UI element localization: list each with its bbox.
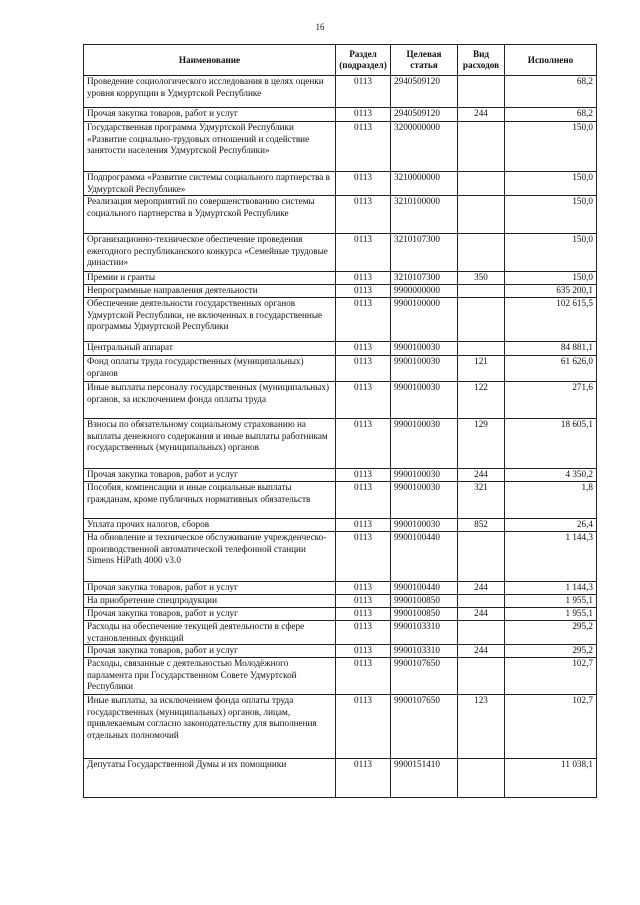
cell-kind: 123 <box>458 695 505 759</box>
cell-section: 0113 <box>336 122 391 172</box>
cell-name: Взносы по обязательному социальному страхованию на выплаты денежного содержания и иные выплаты работникам государственных (муниципальных) органов <box>84 419 336 469</box>
cell-section: 0113 <box>336 658 391 695</box>
header-target: Целевая статья <box>391 45 458 76</box>
cell-section: 0113 <box>336 285 391 298</box>
cell-target: 3210107300 <box>391 234 458 272</box>
table-row <box>84 695 597 759</box>
cell-name: Проведение социологического исследования в целях оценки уровня коррупции в Удмуртской Республике <box>84 76 336 108</box>
cell-kind: 321 <box>458 482 505 519</box>
cell-name: Прочая закупка товаров, работ и услуг <box>84 645 336 658</box>
cell-name: Прочая закупка товаров, работ и услуг <box>84 582 336 595</box>
cell-executed: 18 605,1 <box>505 419 597 469</box>
cell-kind <box>458 234 505 272</box>
cell-executed: 1 144,3 <box>505 582 597 595</box>
cell-executed: 1,8 <box>505 482 597 519</box>
table-row <box>84 595 597 608</box>
header-name: Наименование <box>84 45 336 76</box>
cell-name: Обеспечение деятельности государственных органов Удмуртской Республики, не включенных в государственные программы Удмуртской Республики <box>84 298 336 342</box>
cell-executed: 150,0 <box>505 272 597 285</box>
cell-executed: 68,2 <box>505 76 597 108</box>
cell-target: 2940509120 <box>391 108 458 122</box>
cell-kind: 852 <box>458 519 505 532</box>
cell-kind: 244 <box>458 608 505 621</box>
cell-target: 9900100030 <box>391 382 458 419</box>
cell-name: Реализация мероприятий по совершенствованию системы социального партнерства в Удмуртской Республике <box>84 196 336 234</box>
cell-executed: 150,0 <box>505 196 597 234</box>
cell-executed: 150,0 <box>505 234 597 272</box>
cell-executed: 150,0 <box>505 122 597 172</box>
table-row <box>84 342 597 356</box>
table-row <box>84 482 597 519</box>
cell-section: 0113 <box>336 272 391 285</box>
cell-target: 3210100000 <box>391 196 458 234</box>
cell-target: 2940509120 <box>391 76 458 108</box>
table-header-row <box>84 45 597 76</box>
cell-section: 0113 <box>336 759 391 798</box>
cell-kind: 121 <box>458 356 505 382</box>
cell-name: Расходы, связанные с деятельностью Молодёжного парламента при Государственном Совете Удмуртской Республики <box>84 658 336 695</box>
table-row <box>84 532 597 582</box>
table-row <box>84 76 597 108</box>
cell-name: Иные выплаты, за исключением фонда оплаты труда государственных (муниципальных) органов, лицам, привлекаемым согласно законодательству для выполнения отдельных полномочий <box>84 695 336 759</box>
cell-section: 0113 <box>336 382 391 419</box>
cell-kind: 122 <box>458 382 505 419</box>
page-number: 16 <box>315 22 325 32</box>
cell-kind <box>458 196 505 234</box>
cell-executed: 102 615,5 <box>505 298 597 342</box>
cell-name: Уплата прочих налогов, сборов <box>84 519 336 532</box>
cell-target: 3210000000 <box>391 172 458 196</box>
cell-executed: 26,4 <box>505 519 597 532</box>
cell-name: Иные выплаты персоналу государственных (муниципальных) органов, за исключением фонда оплаты труда <box>84 382 336 419</box>
cell-executed: 1 144,3 <box>505 532 597 582</box>
table-row <box>84 356 597 382</box>
cell-kind: 244 <box>458 469 505 482</box>
cell-kind: 350 <box>458 272 505 285</box>
cell-name: Организационно-техническое обеспечение проведения ежегодного республиканского конкурса «Семейные трудовые династии» <box>84 234 336 272</box>
cell-section: 0113 <box>336 532 391 582</box>
table-row <box>84 582 597 595</box>
cell-kind <box>458 172 505 196</box>
cell-executed: 102,7 <box>505 695 597 759</box>
cell-kind <box>458 76 505 108</box>
cell-section: 0113 <box>336 234 391 272</box>
cell-kind <box>458 285 505 298</box>
table-row <box>84 658 597 695</box>
cell-name: Прочая закупка товаров, работ и услуг <box>84 108 336 122</box>
cell-section: 0113 <box>336 621 391 645</box>
cell-section: 0113 <box>336 172 391 196</box>
cell-section: 0113 <box>336 469 391 482</box>
cell-executed: 1 955,1 <box>505 608 597 621</box>
cell-name: Прочая закупка товаров, работ и услуг <box>84 469 336 482</box>
cell-executed: 68,2 <box>505 108 597 122</box>
cell-executed: 4 350,2 <box>505 469 597 482</box>
cell-kind <box>458 298 505 342</box>
cell-executed: 295,2 <box>505 621 597 645</box>
cell-target: 3200000000 <box>391 122 458 172</box>
cell-target: 9900103310 <box>391 645 458 658</box>
cell-name: Непрограммные направления деятельности <box>84 285 336 298</box>
cell-target: 9900100850 <box>391 595 458 608</box>
table-row <box>84 298 597 342</box>
cell-target: 9900107650 <box>391 695 458 759</box>
header-kind: Вид расходов <box>458 45 505 76</box>
cell-name: Государственная программа Удмуртской Республики «Развитие социально-трудовых отношений и содействие занятости населения Удмуртской Республики» <box>84 122 336 172</box>
budget-table <box>83 44 597 798</box>
cell-name: Центральный аппарат <box>84 342 336 356</box>
cell-name: Расходы на обеспечение текущей деятельности в сфере установленных функций <box>84 621 336 645</box>
table-row <box>84 608 597 621</box>
cell-target: 9900100850 <box>391 608 458 621</box>
cell-target: 9900103310 <box>391 621 458 645</box>
cell-target: 9900100030 <box>391 482 458 519</box>
cell-target: 9900100000 <box>391 298 458 342</box>
cell-executed: 102,7 <box>505 658 597 695</box>
cell-executed: 11 038,1 <box>505 759 597 798</box>
table-row <box>84 122 597 172</box>
cell-target: 9900107650 <box>391 658 458 695</box>
table-row <box>84 759 597 798</box>
cell-kind <box>458 532 505 582</box>
table-row <box>84 272 597 285</box>
cell-target: 9900100030 <box>391 419 458 469</box>
table-row <box>84 621 597 645</box>
cell-kind: 129 <box>458 419 505 469</box>
cell-kind <box>458 759 505 798</box>
table-row <box>84 108 597 122</box>
cell-kind: 244 <box>458 645 505 658</box>
cell-name: На приобретение спецпродукции <box>84 595 336 608</box>
table-row <box>84 234 597 272</box>
table-row <box>84 285 597 298</box>
table-row <box>84 382 597 419</box>
cell-target: 9900151410 <box>391 759 458 798</box>
cell-executed: 295,2 <box>505 645 597 658</box>
cell-target: 9900100440 <box>391 582 458 595</box>
cell-target: 9900100030 <box>391 356 458 382</box>
cell-section: 0113 <box>336 645 391 658</box>
cell-target: 9900100440 <box>391 532 458 582</box>
cell-kind <box>458 122 505 172</box>
cell-section: 0113 <box>336 695 391 759</box>
cell-executed: 635 200,1 <box>505 285 597 298</box>
cell-target: 9900100030 <box>391 342 458 356</box>
cell-name: Подпрограмма «Развитие системы социального партнерства в Удмуртской Республике» <box>84 172 336 196</box>
table-row <box>84 172 597 196</box>
cell-target: 3210107300 <box>391 272 458 285</box>
cell-target: 9900100030 <box>391 469 458 482</box>
cell-target: 9900000000 <box>391 285 458 298</box>
cell-kind: 244 <box>458 108 505 122</box>
cell-kind <box>458 658 505 695</box>
cell-kind: 244 <box>458 582 505 595</box>
cell-section: 0113 <box>336 298 391 342</box>
cell-executed: 1 955,1 <box>505 595 597 608</box>
table-row <box>84 645 597 658</box>
cell-executed: 61 626,0 <box>505 356 597 382</box>
cell-section: 0113 <box>336 595 391 608</box>
cell-name: На обновление и техническое обслуживание учрежденческо-производственной автоматической телефонной станции Simens HiPath 4000 v3.0 <box>84 532 336 582</box>
cell-section: 0113 <box>336 582 391 595</box>
cell-name: Фонд оплаты труда государственных (муниципальных) органов <box>84 356 336 382</box>
cell-section: 0113 <box>336 196 391 234</box>
header-section: Раздел (подраздел) <box>336 45 391 76</box>
cell-target: 9900100030 <box>391 519 458 532</box>
cell-name: Премии и гранты <box>84 272 336 285</box>
cell-kind <box>458 621 505 645</box>
cell-section: 0113 <box>336 76 391 108</box>
header-executed: Исполнено <box>505 45 597 76</box>
cell-executed: 150,0 <box>505 172 597 196</box>
cell-section: 0113 <box>336 108 391 122</box>
cell-name: Прочая закупка товаров, работ и услуг <box>84 608 336 621</box>
cell-kind <box>458 595 505 608</box>
table-row <box>84 196 597 234</box>
cell-name: Пособия, компенсации и иные социальные выплаты гражданам, кроме публичных нормативных обязательств <box>84 482 336 519</box>
cell-kind <box>458 342 505 356</box>
cell-executed: 271,6 <box>505 382 597 419</box>
table-row <box>84 519 597 532</box>
cell-section: 0113 <box>336 519 391 532</box>
cell-section: 0113 <box>336 342 391 356</box>
cell-section: 0113 <box>336 356 391 382</box>
cell-executed: 84 881,1 <box>505 342 597 356</box>
cell-section: 0113 <box>336 419 391 469</box>
cell-section: 0113 <box>336 608 391 621</box>
cell-name: Депутаты Государственной Думы и их помощники <box>84 759 336 798</box>
cell-section: 0113 <box>336 482 391 519</box>
table-row <box>84 469 597 482</box>
table-row <box>84 419 597 469</box>
